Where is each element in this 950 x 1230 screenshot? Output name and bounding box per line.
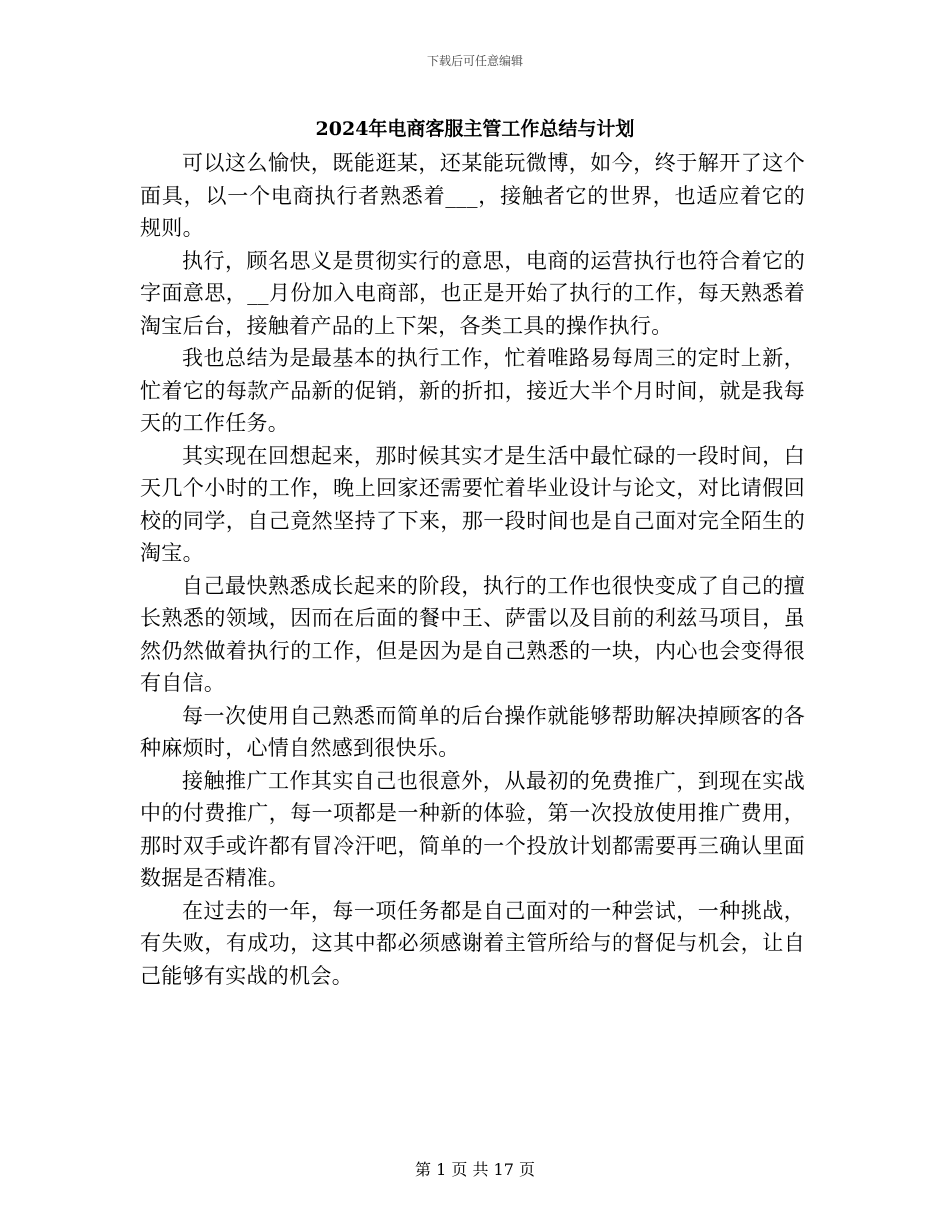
header-note: 下载后可任意编辑 (426, 54, 523, 68)
document-title: 2024年电商客服主管工作总结与计划 (315, 118, 635, 140)
paragraph: 自己最快熟悉成长起来的阶段，执行的工作也很快变成了自己的擅长熟悉的领域，因而在后面的餐中王、萨雷以及目前的利兹马项目，虽然仍然做着执行的工作，但是因为是自己熟悉的一块，内心也会变得很有自信。 (140, 573, 805, 695)
page-indicator: 第 1 页 共 17 页 (415, 1160, 535, 1179)
document-body (140, 147, 805, 992)
paragraph: 可以这么愉快，既能逛某，还某能玩微博，如今，终于解开了这个面具，以一个电商执行者熟悉着___，接触者它的世界，也适应着它的规则。 (140, 151, 805, 240)
paragraph: 我也总结为是最基本的执行工作，忙着唯路易每周三的定时上新，忙着它的每款产品新的促销，新的折扣，接近大半个月时间，就是我每天的工作任务。 (140, 346, 805, 435)
paragraph: 接触推广工作其实自己也很意外，从最初的免费推广，到现在实战中的付费推广，每一项都是一种新的体验，第一次投放使用推广费用，那时双手或许都有冒冷汗吧，简单的一个投放计划都需要再三确认里面数据是否精准。 (140, 768, 805, 890)
paragraph: 在过去的一年，每一项任务都是自己面对的一种尝试，一种挑战，有失败，有成功，这其中都必须感谢着主管所给与的督促与机会，让自己能够有实战的机会。 (140, 898, 805, 988)
paragraph: 每一次使用自己熟悉而简单的后台操作就能够帮助解决掉顾客的各种麻烦时，心情自然感到很快乐。 (140, 703, 805, 760)
paragraph: 其实现在回想起来，那时候其实才是生活中最忙碌的一段时间，白天几个小时的工作，晚上回家还需要忙着毕业设计与论文，对比请假回校的同学，自己竟然坚持了下来，那一段时间也是自己面对完全陌生的淘宝。 (140, 443, 805, 565)
paragraph: 执行，顾名思义是贯彻实行的意思，电商的运营执行也符合着它的字面意思，__月份加入电商部，也正是开始了执行的工作，每天熟悉着淘宝后台，接触着产品的上下架，各类工具的操作执行。 (140, 248, 805, 338)
